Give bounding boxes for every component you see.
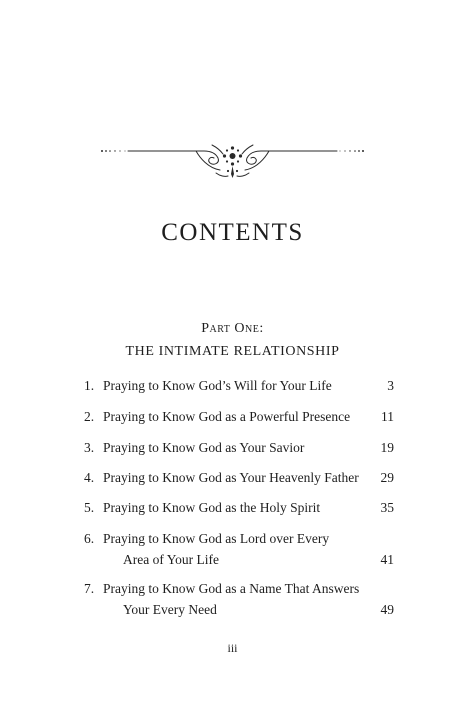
part-title: THE INTIMATE RELATIONSHIP [125, 344, 340, 359]
entry-page-number: 35 [380, 500, 394, 515]
page-title: CONTENTS [161, 219, 304, 246]
entry-number: 1. [84, 378, 95, 393]
entry-number: 6. [84, 531, 95, 546]
part-label: Part One: [201, 321, 264, 336]
entry-page-number: 29 [380, 470, 394, 485]
entry-page-number: 11 [381, 409, 394, 424]
entry-title: Praying to Know God as Your Heavenly Father [103, 470, 359, 485]
entry-number: 5. [84, 500, 95, 515]
entry-title: Praying to Know God as the Holy Spirit [103, 500, 321, 515]
entry-title: Praying to Know God’s Will for Your Life [103, 378, 332, 393]
entry-page-number: 3 [387, 378, 394, 393]
entry-page-number: 19 [380, 440, 394, 455]
floral-divider-icon [100, 138, 365, 184]
entry-number: 7. [84, 581, 95, 596]
entry-number: 3. [84, 440, 95, 455]
entry-number: 2. [84, 409, 95, 424]
entry-title: Praying to Know God as a Powerful Presence [103, 409, 351, 424]
entry-title: Praying to Know God as a Name That Answers Your Every Need [103, 581, 360, 617]
entry-page-number: 49 [380, 602, 394, 617]
entry-title: Praying to Know God as Lord over Every Area of Your Life [103, 531, 330, 567]
entry-number: 4. [84, 470, 95, 485]
page-folio: iii [227, 641, 238, 655]
entry-title: Praying to Know God as Your Savior [103, 440, 305, 455]
entry-page-number: 41 [380, 552, 394, 567]
